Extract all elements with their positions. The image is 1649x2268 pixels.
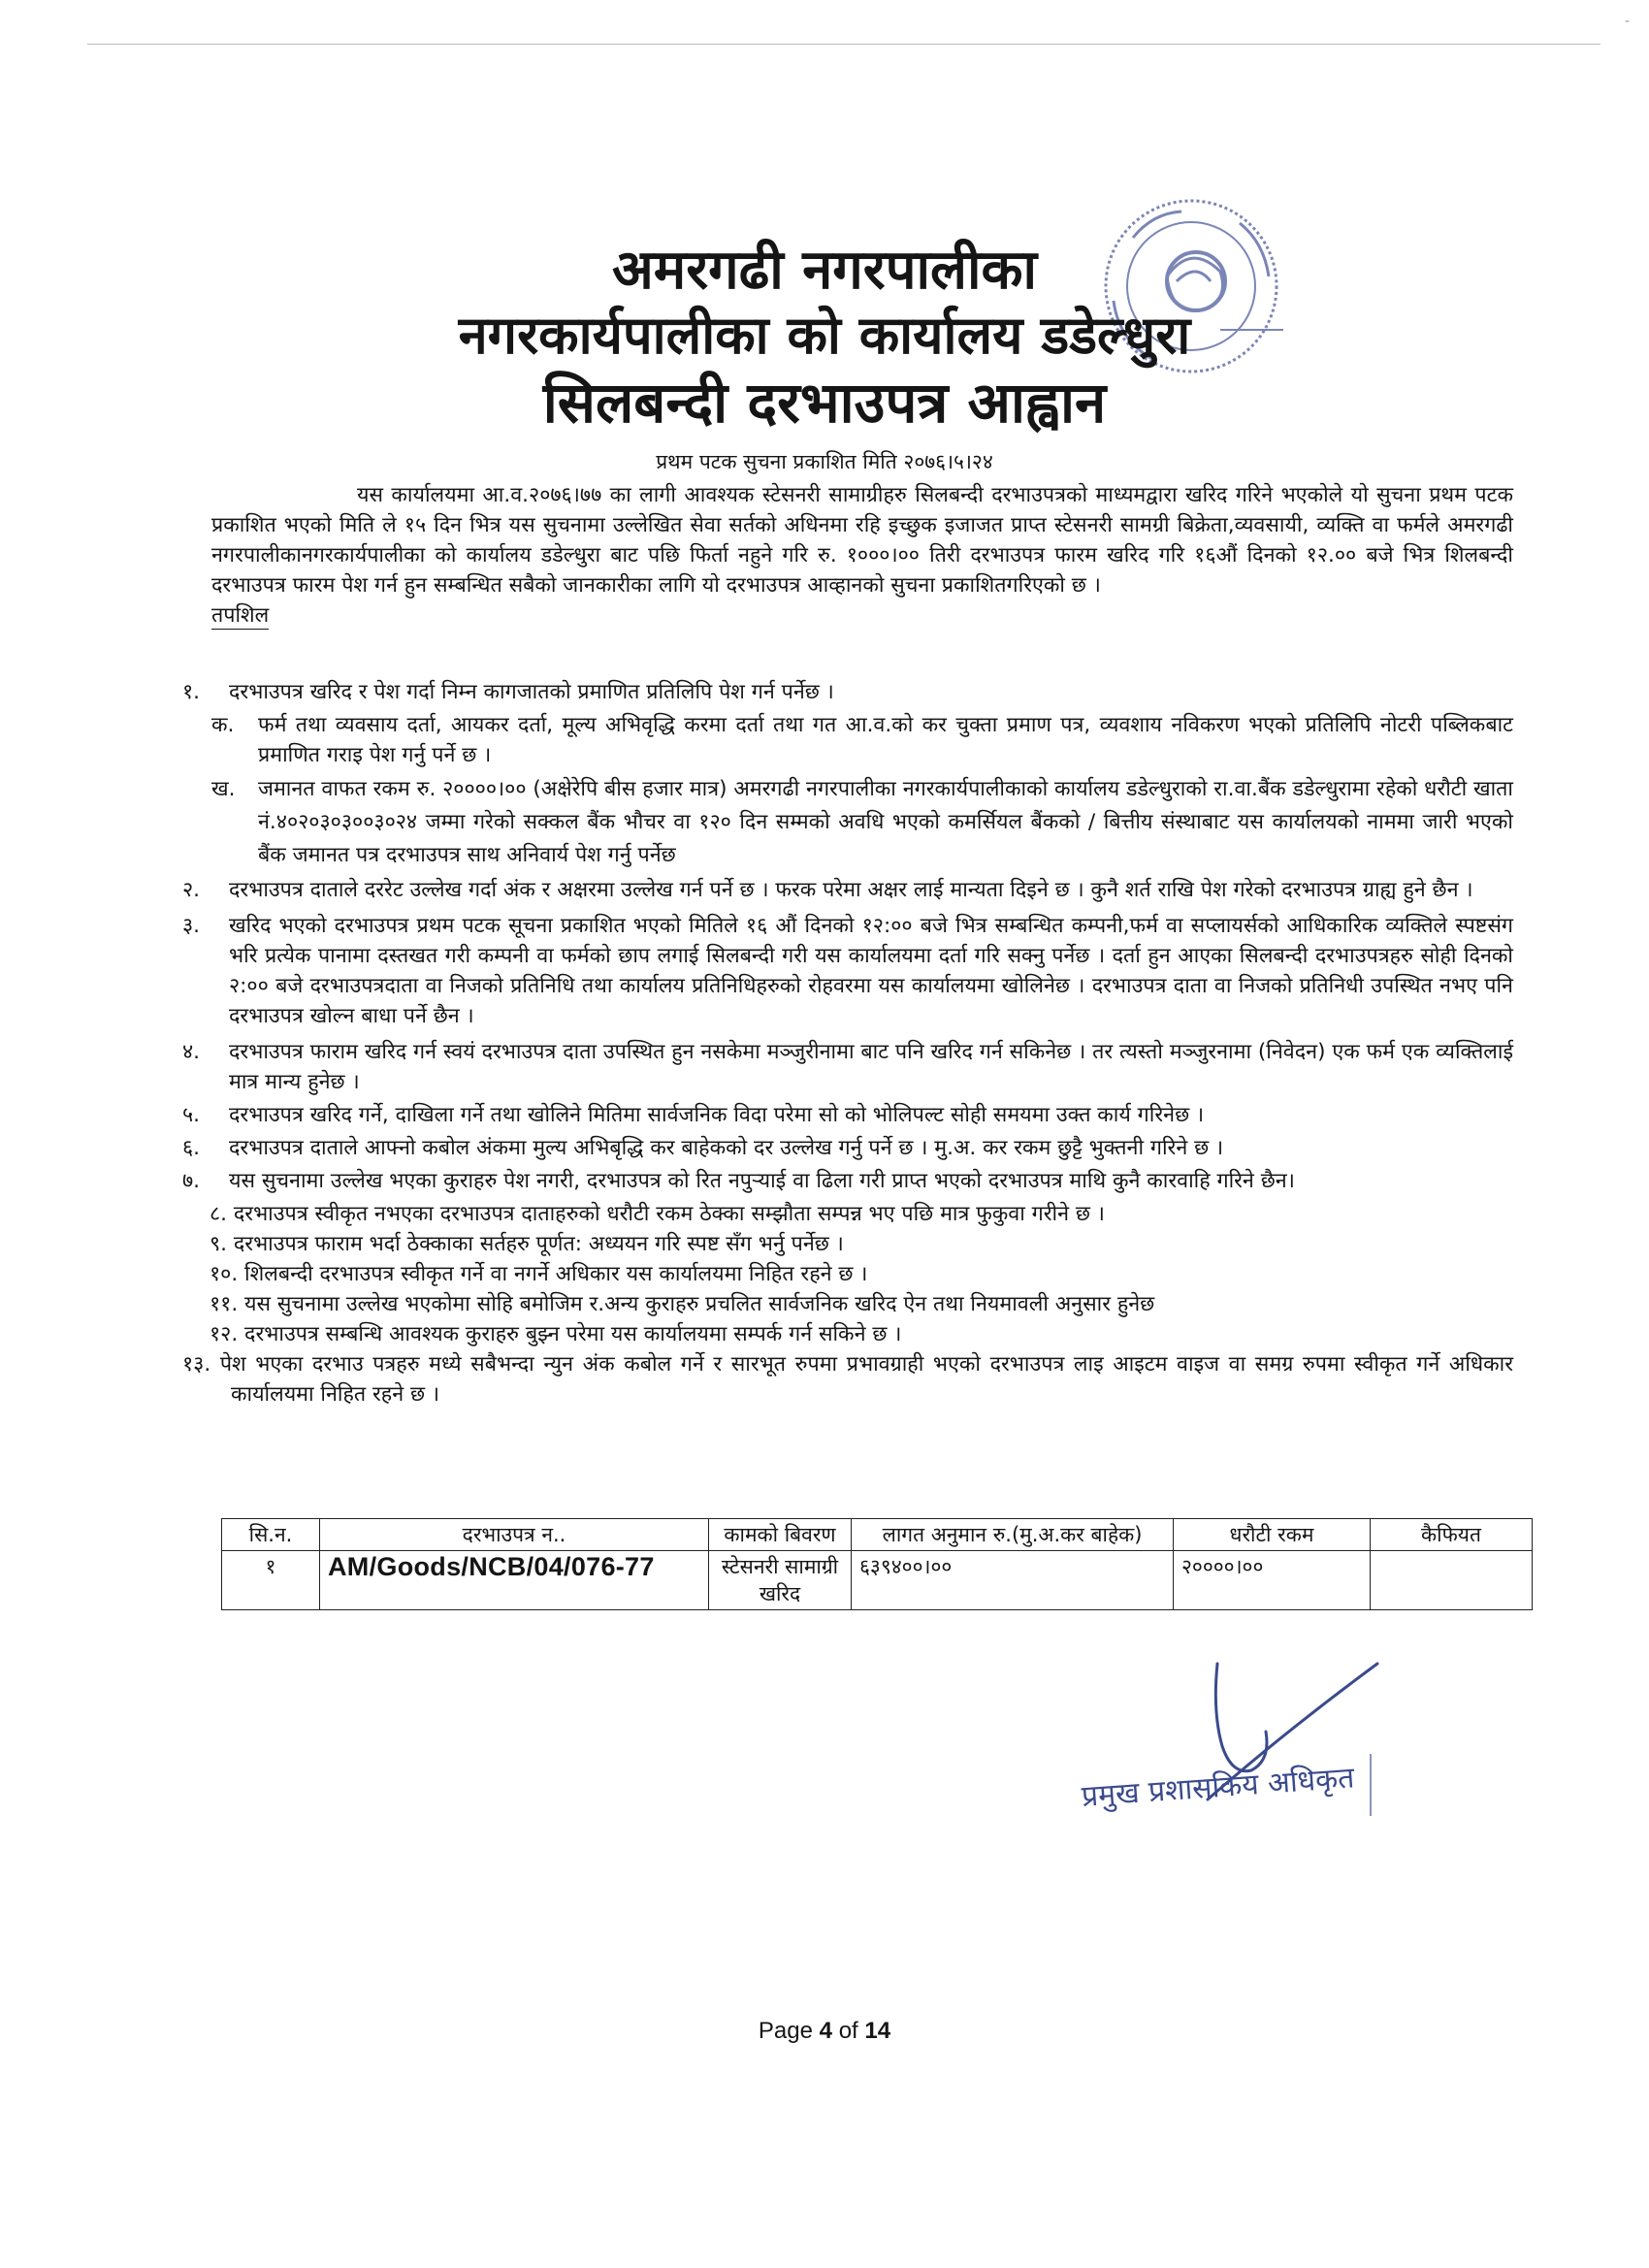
item-text: यस सुचनामा उल्लेख भएकोमा सोहि बमोजिम र.अन्य कुराहरु प्रचलित सार्वजनिक खरिद ऐन तथा नियमावली अनुसार हुनेछ <box>244 1292 1155 1316</box>
signatory-title: प्रमुख प्रशासकिय अधिकृत <box>1080 1761 1356 1814</box>
item-text: पेश भएका दरभाउ पत्रहरु मध्ये सबैभन्दा न्युन अंक कबोल गर्ने र सारभूत रुपमा प्रभावग्राही भएको दरभाउपत्र लाइ आइटम वाइज वा समग्र रुपमा स्वीकृत गर्ने अधिकार कार्यालयमा निहित रहने छ । <box>219 1352 1513 1407</box>
conditions-list <box>182 677 1513 1409</box>
item-text: दरभाउपत्र दाताले आफ्नो कबोल अंकमा मुल्य अभिबृद्धि कर बाहेकको दर उल्लेख गर्नु पर्ने छ । मु.अ. कर रकम छुट्टै भुक्तनी गरिने छ । <box>229 1136 1224 1160</box>
item-number: १२. <box>210 1322 239 1346</box>
item-number: ११. <box>210 1292 239 1316</box>
current-page: 4 <box>819 2018 833 2044</box>
list-item <box>182 1199 1513 1229</box>
list-item <box>182 1289 1513 1319</box>
item-text: दरभाउपत्र फाराम भर्दा ठेक्काका सर्तहरु पूर्णत: अध्ययन गरि स्पष्ट सँग भर्नु पर्नेछ । <box>233 1232 844 1256</box>
item-text: दरभाउपत्र खरिद गर्ने, दाखिला गर्ने तथा खोलिने मितिमा सार्वजनिक विदा परेमा सो को भोलिपल्ट सोही समयमा उक्त कार्य गरिनेछ । <box>229 1103 1205 1127</box>
total-pages: 14 <box>864 2018 891 2044</box>
item-text: शिलबन्दी दरभाउपत्र स्वीकृत गर्ने वा नगर्ने अधिकार यस कार्यालयमा निहित रहने छ । <box>244 1262 868 1286</box>
header-description: कामको बिवरण <box>709 1519 852 1551</box>
details-heading: तपशिल <box>211 603 270 628</box>
item-number: ५. <box>182 1103 201 1127</box>
header-titles <box>0 238 1649 446</box>
item-text: फर्म तथा व्यवसाय दर्ता, आयकर दर्ता, मूल्य अभिवृद्धि करमा दर्ता तथा गत आ.व.को कर चुक्ता प्रमाण पत्र, व्यवशाय नविकरण भएको प्रतिलिपि नोटरी पब्लिकबाट प्रमाणित गराइ पेश गर्नु पर्ने छ । <box>258 713 1513 767</box>
top-rule <box>87 44 1600 45</box>
cell-remarks <box>1371 1551 1533 1610</box>
item-number: १३. <box>182 1352 211 1377</box>
list-item <box>182 1100 1513 1130</box>
cell-cost-estimate: ६३९४००।०० <box>852 1551 1174 1610</box>
list-item <box>182 677 1513 707</box>
item-number: ६. <box>182 1136 201 1160</box>
header-bid-number: दरभाउपत्र न.. <box>320 1519 709 1551</box>
header-serial: सि.न. <box>222 1519 320 1551</box>
item-text: खरिद भएको दरभाउपत्र प्रथम पटक सूचना प्रकाशित भएको मितिले १६ औं दिनको १२:०० बजे भित्र सम्बन्धित कम्पनी,फर्म वा सप्लायर्सको आधिकारिक व्यक्तिले स्पष्टसंग भरि प्रत्येक पानामा दस्तखत गरी कम्पनी वा फर्मको छाप लगाई सिलबन्दी गरी यस कार्यालयमा दर्ता गरि सक्नु पर्नेछ । दर्ता हुन आएका सिलबन्दी दरभाउपत्रहरु सोही दिनको २:०० बजे दरभाउपत्रदाता वा निजको प्रतिनिधि तथा कार्यालय प्रतिनिधिहरुको रोहवरमा यस कार्यालयमा खोलिनेछ । दरभाउपत्र दाता वा निजको प्रतिनिधी उपस्थित नभए पनि दरभाउपत्र खोल्न बाधा पर्ने छैन । <box>229 914 1513 1028</box>
list-item <box>182 1133 1513 1163</box>
item-text: दरभाउपत्र स्वीकृत नभएका दरभाउपत्र दाताहरुको धरौटी रकम ठेक्का सम्झौता सम्पन्न भए पछि मात्र फुकुवा गरीने छ । <box>233 1202 1105 1226</box>
table-row <box>222 1551 1533 1610</box>
office-title: नगरकार्यपालीका को कार्यालय डडेल्धुरा <box>458 304 1191 366</box>
cell-deposit: २००००।०० <box>1174 1551 1371 1610</box>
item-number: ८. <box>210 1202 228 1226</box>
item-number: ३. <box>182 914 201 938</box>
list-item <box>182 1259 1513 1289</box>
item-text: दरभाउपत्र खरिद र पेश गर्दा निम्न कागजातको प्रमाणित प्रतिलिपि पेश गर्न पर्नेछ । <box>229 680 834 704</box>
item-number: ९. <box>210 1232 228 1256</box>
signature-mark <box>1370 1754 1375 1816</box>
municipality-title: अमरगढी नगरपालीका <box>611 238 1038 302</box>
intro-section <box>211 480 1513 631</box>
cell-bid-number: AM/Goods/NCB/04/076-77 <box>320 1551 709 1610</box>
list-item <box>182 1319 1513 1349</box>
item-text: दरभाउपत्र दाताले दररेट उल्लेख गर्दा अंक र अक्षरमा उल्लेख गर्न पर्ने छ । फरक परेमा अक्षर लाई मान्यता दिइने छ । कुनै शर्त राखि पेश गरेको दरभाउपत्र ग्राह्य हुने छैन । <box>229 878 1473 902</box>
item-number: १०. <box>210 1262 239 1286</box>
intro-paragraph: यस कार्यालयमा आ.व.२०७६।७७ का लागी आवश्यक स्टेसनरी सामाग्रीहरु सिलबन्दी दरभाउपत्रको माध्यमद्वारा खरिद गरिने भएकोले यो सुचना प्रथम पटक प्रकाशित भएको मिति ले १५ दिन भित्र यस सुचनामा उल्लेखित सेवा सर्तको अधिनमा रहि इच्छुक इजाजत प्राप्त स्टेसनरी सामग्री बिक्रेता,व्यवसायी, व्यक्ति वा फर्मले अमरगढी नगरपालीकानगरकार्यपालीका को कार्यालय डडेल्धुरा बाट पछि फिर्ता नहुने गरि रु. १०००।०० तिरी दरभाउपत्र फारम खरिद गरि १६औं दिनको १२.०० बजे भित्र शिलबन्दी दरभाउपत्र फारम पेश गर्न हुन सम्बन्धित सबैको जानकारीका लागि यो दरभाउपत्र आव्हानको सुचना प्रकाशितगरिएको छ । <box>211 483 1513 598</box>
list-item <box>182 911 1513 1031</box>
corner-mark: - <box>1624 14 1630 29</box>
list-subitem <box>211 773 1513 872</box>
header-deposit: धरौटी रकम <box>1174 1519 1371 1551</box>
item-text: दरभाउपत्र सम्बन्धि आवश्यक कुराहरु बुझ्न परेमा यस कार्यालयमा सम्पर्क गर्न सकिने छ । <box>244 1322 902 1346</box>
list-item <box>182 1349 1513 1409</box>
list-subitem <box>211 710 1513 770</box>
list-item <box>182 1166 1513 1196</box>
bid-table <box>221 1518 1533 1610</box>
cell-description: स्टेसनरी सामाग्री खरिद <box>709 1551 852 1610</box>
item-number: १. <box>182 680 201 704</box>
list-item <box>182 875 1513 905</box>
item-number: २. <box>182 878 201 902</box>
notice-title: सिलबन्दी दरभाउपत्र आह्वान <box>542 370 1107 436</box>
page-number <box>0 2018 1649 2045</box>
list-item <box>182 1037 1513 1097</box>
item-number: ४. <box>182 1040 201 1064</box>
table-header-row <box>222 1519 1533 1551</box>
cell-serial: १ <box>222 1551 320 1610</box>
header-remarks: कैफियत <box>1371 1519 1533 1551</box>
item-number: ख. <box>211 777 236 801</box>
list-item <box>182 1229 1513 1259</box>
page-prefix: Page <box>758 2018 813 2044</box>
item-text: यस सुचनामा उल्लेख भएका कुराहरु पेश नगरी, दरभाउपत्र को रित नपुऱ्याई वा ढिला गरी प्राप्त भएको दरभाउपत्र माथि कुनै कारवाहि गरिने छैन। <box>229 1169 1295 1193</box>
item-text: दरभाउपत्र फाराम खरिद गर्न स्वयं दरभाउपत्र दाता उपस्थित हुन नसकेमा मञ्जुरीनामा बाट पनि खरिद गर्न सकिनेछ । तर त्यस्तो मञ्जुरनामा (निवेदन) एक फर्म एक व्यक्तिलाई मात्र मान्य हुनेछ । <box>229 1040 1513 1094</box>
item-text: जमानत वाफत रकम रु. २००००।०० (अक्षेरेपि बीस हजार मात्र) अमरगढी नगरपालीका नगरकार्यपालीकाको कार्यालय डडेल्धुराको रा.वा.बैंक डडेल्धुरामा रहेको धरौटी खाता नं.४०२०३०३००३०२४ जम्मा गरेको सक्कल बैंक भौचर वा १२० दिन सम्मको अवधि भएको कमर्सियल बैंकको / बित्तीय संस्थाबाट यस कार्यालयको नाममा जारी भएको बैंक जमानत पत्र दरभाउपत्र साथ अनिवार्य पेश गर्नु पर्नेछ <box>258 777 1513 867</box>
item-number: क. <box>211 713 235 737</box>
header-cost-estimate: लागत अनुमान रु.(मु.अ.कर बाहेक) <box>852 1519 1174 1551</box>
publication-date: प्रथम पटक सुचना प्रकाशित मिति २०७६।५।२४ <box>656 450 993 473</box>
page-of: of <box>838 2018 858 2044</box>
item-number: ७. <box>182 1169 201 1193</box>
